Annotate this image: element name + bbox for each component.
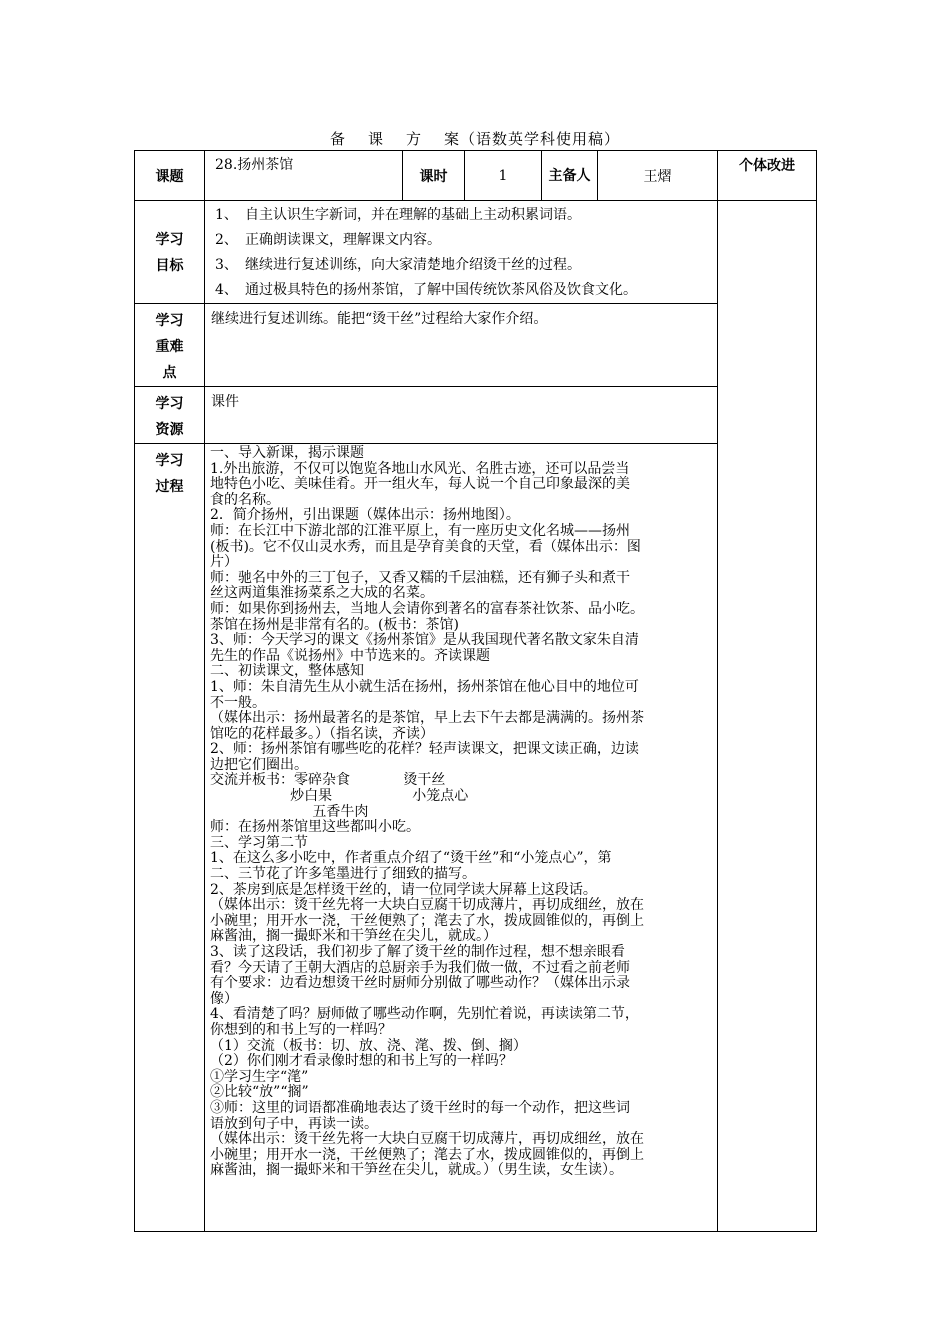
topic-text: 28.扬州茶馆 xyxy=(215,157,294,173)
process-line: 边把它们圈出。 xyxy=(210,756,308,773)
process-line: 语放到句子中，再读一读。 xyxy=(210,1115,378,1132)
title-part: 备 xyxy=(329,130,346,148)
process-line: （媒体出示：烫干丝先将一大块白豆腐干切成薄片，再切成细丝，放在 xyxy=(210,1131,644,1148)
lead-value: 王熠 xyxy=(598,151,718,201)
process-line: 2、茶房到底是怎样烫干丝的，请一位同学读大屏幕上这段话。 xyxy=(210,881,597,898)
process-line: 茶馆在扬州是非常有名的。(板书：茶馆) xyxy=(210,616,459,633)
process-line: 小碗里；用开水一浇，干丝便熟了；滗去了水，拨成圆锥似的，再倒上 xyxy=(210,912,644,929)
process-line: 食的名称。 xyxy=(210,491,280,508)
process-line: ③师：这里的词语都准确地表达了烫干丝时的每一个动作，把这些词 xyxy=(210,1099,630,1116)
process-line: 师：如果你到扬州去，当地人会请你到著名的富春茶社饮茶、品小吃。 xyxy=(210,600,644,617)
revision-label: 个体改进 xyxy=(718,151,817,201)
process-line: 4、看清楚了吗？厨师做了哪些动作啊，先别忙着说，再读读第二节， xyxy=(210,1006,639,1023)
process-line: 炒白果 小笼点心 xyxy=(210,788,469,805)
document-title xyxy=(0,128,950,149)
process-line: 小碗里；用开水一浇，干丝便熟了；滗去了水，拨成圆锥似的，再倒上 xyxy=(210,1146,644,1163)
process-line: 2、师：扬州茶馆有哪些吃的花样？轻声读课文，把课文读正确，边读 xyxy=(210,741,639,758)
goal-item xyxy=(205,203,717,228)
process-line: 一、导入新课，揭示课题 xyxy=(210,445,364,461)
difficulty-label xyxy=(135,304,205,387)
process-line: 3、读了这段话，我们初步了解了烫干丝的制作过程，想不想亲眼看 xyxy=(210,944,625,960)
process-line: 馆吃的花样最多。）（指名读，齐读） xyxy=(210,725,434,742)
resources-label xyxy=(135,387,205,444)
process-line: (板书)。它不仅山灵水秀，而且是孕育美食的天堂，看（媒体出示：图 xyxy=(210,538,641,555)
lead-label: 主备人 xyxy=(542,151,598,201)
process-line: 先生的作品《说扬州》中节选来的。齐读课题 xyxy=(210,647,490,664)
process-line: 师：在长江中下游北部的江淮平原上，有一座历史文化名城——扬州 xyxy=(210,522,630,539)
topic-label: 课题 xyxy=(135,151,205,201)
goals-label xyxy=(135,201,205,304)
title-part: 方 xyxy=(406,130,423,148)
process-line: 不一般。 xyxy=(210,694,266,711)
process-content xyxy=(205,444,718,1232)
process-line: 1、在这么多小吃中，作者重点介绍了“烫干丝”和“小笼点心”，第 xyxy=(210,850,612,867)
goal-text: 通过极具特色的扬州茶馆，了解中国传统饮茶风俗及饮食文化。 xyxy=(245,282,637,298)
process-line: 交流并板书：零碎杂食 烫干丝 xyxy=(210,772,446,789)
process-line: 二、初读课文，整体感知 xyxy=(210,663,364,680)
goal-text: 正确朗读课文，理解课文内容。 xyxy=(245,232,441,248)
goals-row xyxy=(135,201,817,304)
title-part: 课 xyxy=(367,130,384,148)
goal-num: 3、 xyxy=(215,257,238,273)
goal-num: 1、 xyxy=(215,207,238,223)
process-line: （媒体出示：扬州最著名的是茶馆，早上去下午去都是满满的。扬州茶 xyxy=(210,710,644,727)
process-label-text: 学习过程 xyxy=(155,453,184,495)
process-line: 五香牛肉 xyxy=(210,803,369,820)
lesson-plan-table xyxy=(134,150,817,1232)
process-label xyxy=(135,444,205,1232)
process-line: 片） xyxy=(210,554,238,571)
difficulty-row xyxy=(135,304,817,387)
process-line: 丝这两道集淮扬菜系之大成的名菜。 xyxy=(210,585,434,602)
process-line: 1.外出旅游，不仅可以饱览各地山水风光、名胜古迹，还可以品尝当 xyxy=(210,460,630,477)
goal-num: 4、 xyxy=(215,282,238,298)
title-part: 案（语数英学科使用稿） xyxy=(444,130,621,148)
difficulty-label-text: 学习重难点 xyxy=(155,313,184,381)
goal-text: 继续进行复述训练，向大家清楚地介绍烫干丝的过程。 xyxy=(245,257,581,273)
goal-item xyxy=(205,253,717,278)
goal-num: 2、 xyxy=(215,232,238,248)
difficulty-text: 继续进行复述训练。能把“烫干丝”过程给大家作介绍。 xyxy=(205,304,718,387)
process-line: 二、三节花了许多笔墨进行了细致的描写。 xyxy=(210,866,476,883)
process-line: 师：在扬州茶馆里这些都叫小吃。 xyxy=(210,819,420,836)
process-line: 麻酱油，搁一撮虾米和干笋丝在尖儿，就成。）（男生读，女生读）。 xyxy=(210,1162,623,1179)
resources-row xyxy=(135,387,817,444)
goal-text: 自主认识生字新词，并在理解的基础上主动积累词语。 xyxy=(245,207,581,223)
process-line: 像） xyxy=(210,990,238,1007)
resources-text: 课件 xyxy=(205,387,718,444)
goal-item xyxy=(205,278,717,303)
process-line: 3、师：今天学习的课文《扬州茶馆》是从我国现代著名散文家朱自清 xyxy=(210,632,639,649)
hours-value: 1 xyxy=(465,151,542,201)
resources-label-text: 学习资源 xyxy=(155,396,184,438)
process-line: （媒体出示：烫干丝先将一大块白豆腐干切成薄片，再切成细丝，放在 xyxy=(210,897,644,914)
process-line: 三、学习第二节 xyxy=(210,834,308,851)
process-line: 2．简介扬州，引出课题（媒体出示：扬州地图）。 xyxy=(210,507,520,524)
process-line: 师：驰名中外的三丁包子，又香又糯的千层油糕，还有狮子头和煮干 xyxy=(210,569,630,586)
process-line: 有个要求：边看边想烫干丝时厨师分别做了哪些动作？（媒体出示录 xyxy=(210,975,630,992)
goal-item xyxy=(205,228,717,253)
process-line: 你想到的和书上写的一样吗？ xyxy=(210,1021,392,1038)
header-row xyxy=(135,151,817,201)
revision-column xyxy=(718,201,817,1232)
process-line: （2）你们刚才看录像时想的和书上写的一样吗？ xyxy=(210,1053,513,1070)
process-row xyxy=(135,444,817,1232)
process-line: 看？今天请了王朝大酒店的总厨亲手为我们做一做，不过看之前老师 xyxy=(210,959,630,976)
topic-value xyxy=(205,151,403,201)
hours-label: 课时 xyxy=(403,151,465,201)
goals-label-text: 学习目标 xyxy=(155,232,184,274)
process-line: 地特色小吃、美味佳肴。开一组火车，每人说一个自己印象最深的美 xyxy=(210,476,630,493)
process-line: ②比较“放”“搁” xyxy=(210,1084,309,1101)
process-line: 1、师：朱自清先生从小就生活在扬州，扬州茶馆在他心目中的地位可 xyxy=(210,678,639,695)
process-line: （1）交流（板书：切、放、浇、滗、拨、倒、搁） xyxy=(210,1037,527,1054)
process-line: ①学习生字“滗” xyxy=(210,1068,309,1085)
process-line: 麻酱油，搁一撮虾米和干笋丝在尖儿，就成。） xyxy=(210,928,497,945)
goals-list xyxy=(205,201,718,304)
